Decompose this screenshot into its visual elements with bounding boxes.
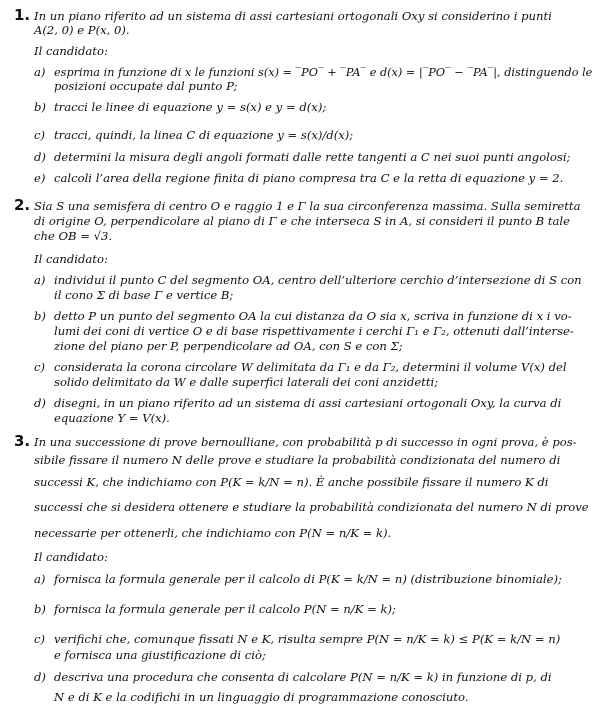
item-text: tracci, quindi, la linea C di equazione y = s(x)/d(x); [54,128,354,142]
item-text: N e di K e la codifichi in un linguaggio di programmazione conosciuto. [54,690,469,704]
candidate-label: Il candidato: [34,550,108,564]
item-label: b) [34,100,46,114]
item-text: esprima in funzione di x le funzioni s(x) = ‾PO‾ + ‾PA‾ e d(x) = |‾PO‾ − ‾PA‾|, distinguendo le [54,65,593,79]
problem-number: 1. [14,6,31,24]
item-label: d) [34,396,46,410]
problem-text-line: In una successione di prove bernoulliane, con probabilità p di successo in ogni prova, è pos- [34,435,577,449]
item-text: il cono Σ di base Γ e vertice B; [54,288,234,302]
item-text: equazione Y = V(x). [54,411,170,425]
item-text: posizioni occupate dal punto P; [54,79,238,93]
item-text: fornisca la formula generale per il calcolo di P(K = k/N = n) (distribuzione binomiale); [54,572,562,586]
item-label: c) [34,632,46,646]
problem-text-line: sibile fissare il numero N delle prove e studiare la probabilità condizionata del numero di [34,453,561,467]
item-text: disegni, in un piano riferito ad un sistema di assi cartesiani ortogonali Oxy, la curva di [54,396,562,410]
item-label: b) [34,602,46,616]
item-label: a) [34,572,46,586]
candidate-label: Il candidato: [34,44,108,58]
item-label: c) [34,128,46,142]
item-label: c) [34,360,46,374]
problem-number: 2. [14,196,31,214]
problem-text-line: A(2, 0) e P(x, 0). [34,23,130,37]
item-text: descriva una procedura che consenta di calcolare P(N = n/K = k) in funzione di p, di [54,670,552,684]
item-text: detto P un punto del segmento OA la cui distanza da O sia x, scriva in funzione di x i vo- [54,309,572,323]
item-label: d) [34,670,46,684]
item-text: verifichi che, comunque fissati N e K, risulta sempre P(N = n/K = k) ≤ P(K = k/N = n) [54,632,561,646]
problem-text-line: che OB = √3. [34,229,113,243]
item-text: determini la misura degli angoli formati dalle rette tangenti a C nei suoi punti angolosi; [54,150,571,164]
item-text: individui il punto C del segmento OA, centro dell’ulteriore cerchio d’intersezione di S con [54,273,582,287]
item-text: tracci le linee di equazione y = s(x) e y = d(x); [54,100,327,114]
item-label: a) [34,65,46,79]
problem-number: 3. [14,432,31,450]
item-text: calcoli l’area della regione finita di piano compresa tra C e la retta di equazione y = 2. [54,171,564,185]
item-label: e) [34,171,46,185]
item-label: b) [34,309,46,323]
problem-text-line: di origine O, perpendicolare al piano di Γ e che interseca S in A, si consideri il punto B tale [34,214,571,228]
item-label: d) [34,150,46,164]
problem-text-line: Sia S una semisfera di centro O e raggio 1 e Γ la sua circonferenza massima. Sulla semiretta [34,199,581,213]
problem-text-line: successi che si desidera ottenere e studiare la probabilità condizionata del numero N di prove [34,500,589,514]
item-label: a) [34,273,46,287]
problem-text-line: In un piano riferito ad un sistema di assi cartesiani ortogonali Oxy si considerino i punti [34,9,552,23]
problem-text-line: necessarie per ottenerli, che indichiamo con P(N = n/K = k). [34,526,392,540]
item-text: e fornisca una giustificazione di ciò; [54,648,266,662]
item-text: considerata la corona circolare W delimitata da Γ₁ e da Γ₂, determini il volume V(x) del [54,360,567,374]
candidate-label: Il candidato: [34,252,108,266]
item-text: zione del piano per P, perpendicolare ad OA, con S e con Σ; [54,339,403,353]
problem-text-line: successi K, che indichiamo con P(K = k/N = n). È anche possibile fissare il numero K di [34,475,549,489]
item-text: lumi dei coni di vertice O e di base rispettivamente i cerchi Γ₁ e Γ₂, ottenuti dall’interse- [54,324,574,338]
item-text: solido delimitato da W e dalle superfici laterali dei coni anzidetti; [54,375,439,389]
item-text: fornisca la formula generale per il calcolo P(N = n/K = k); [54,602,396,616]
